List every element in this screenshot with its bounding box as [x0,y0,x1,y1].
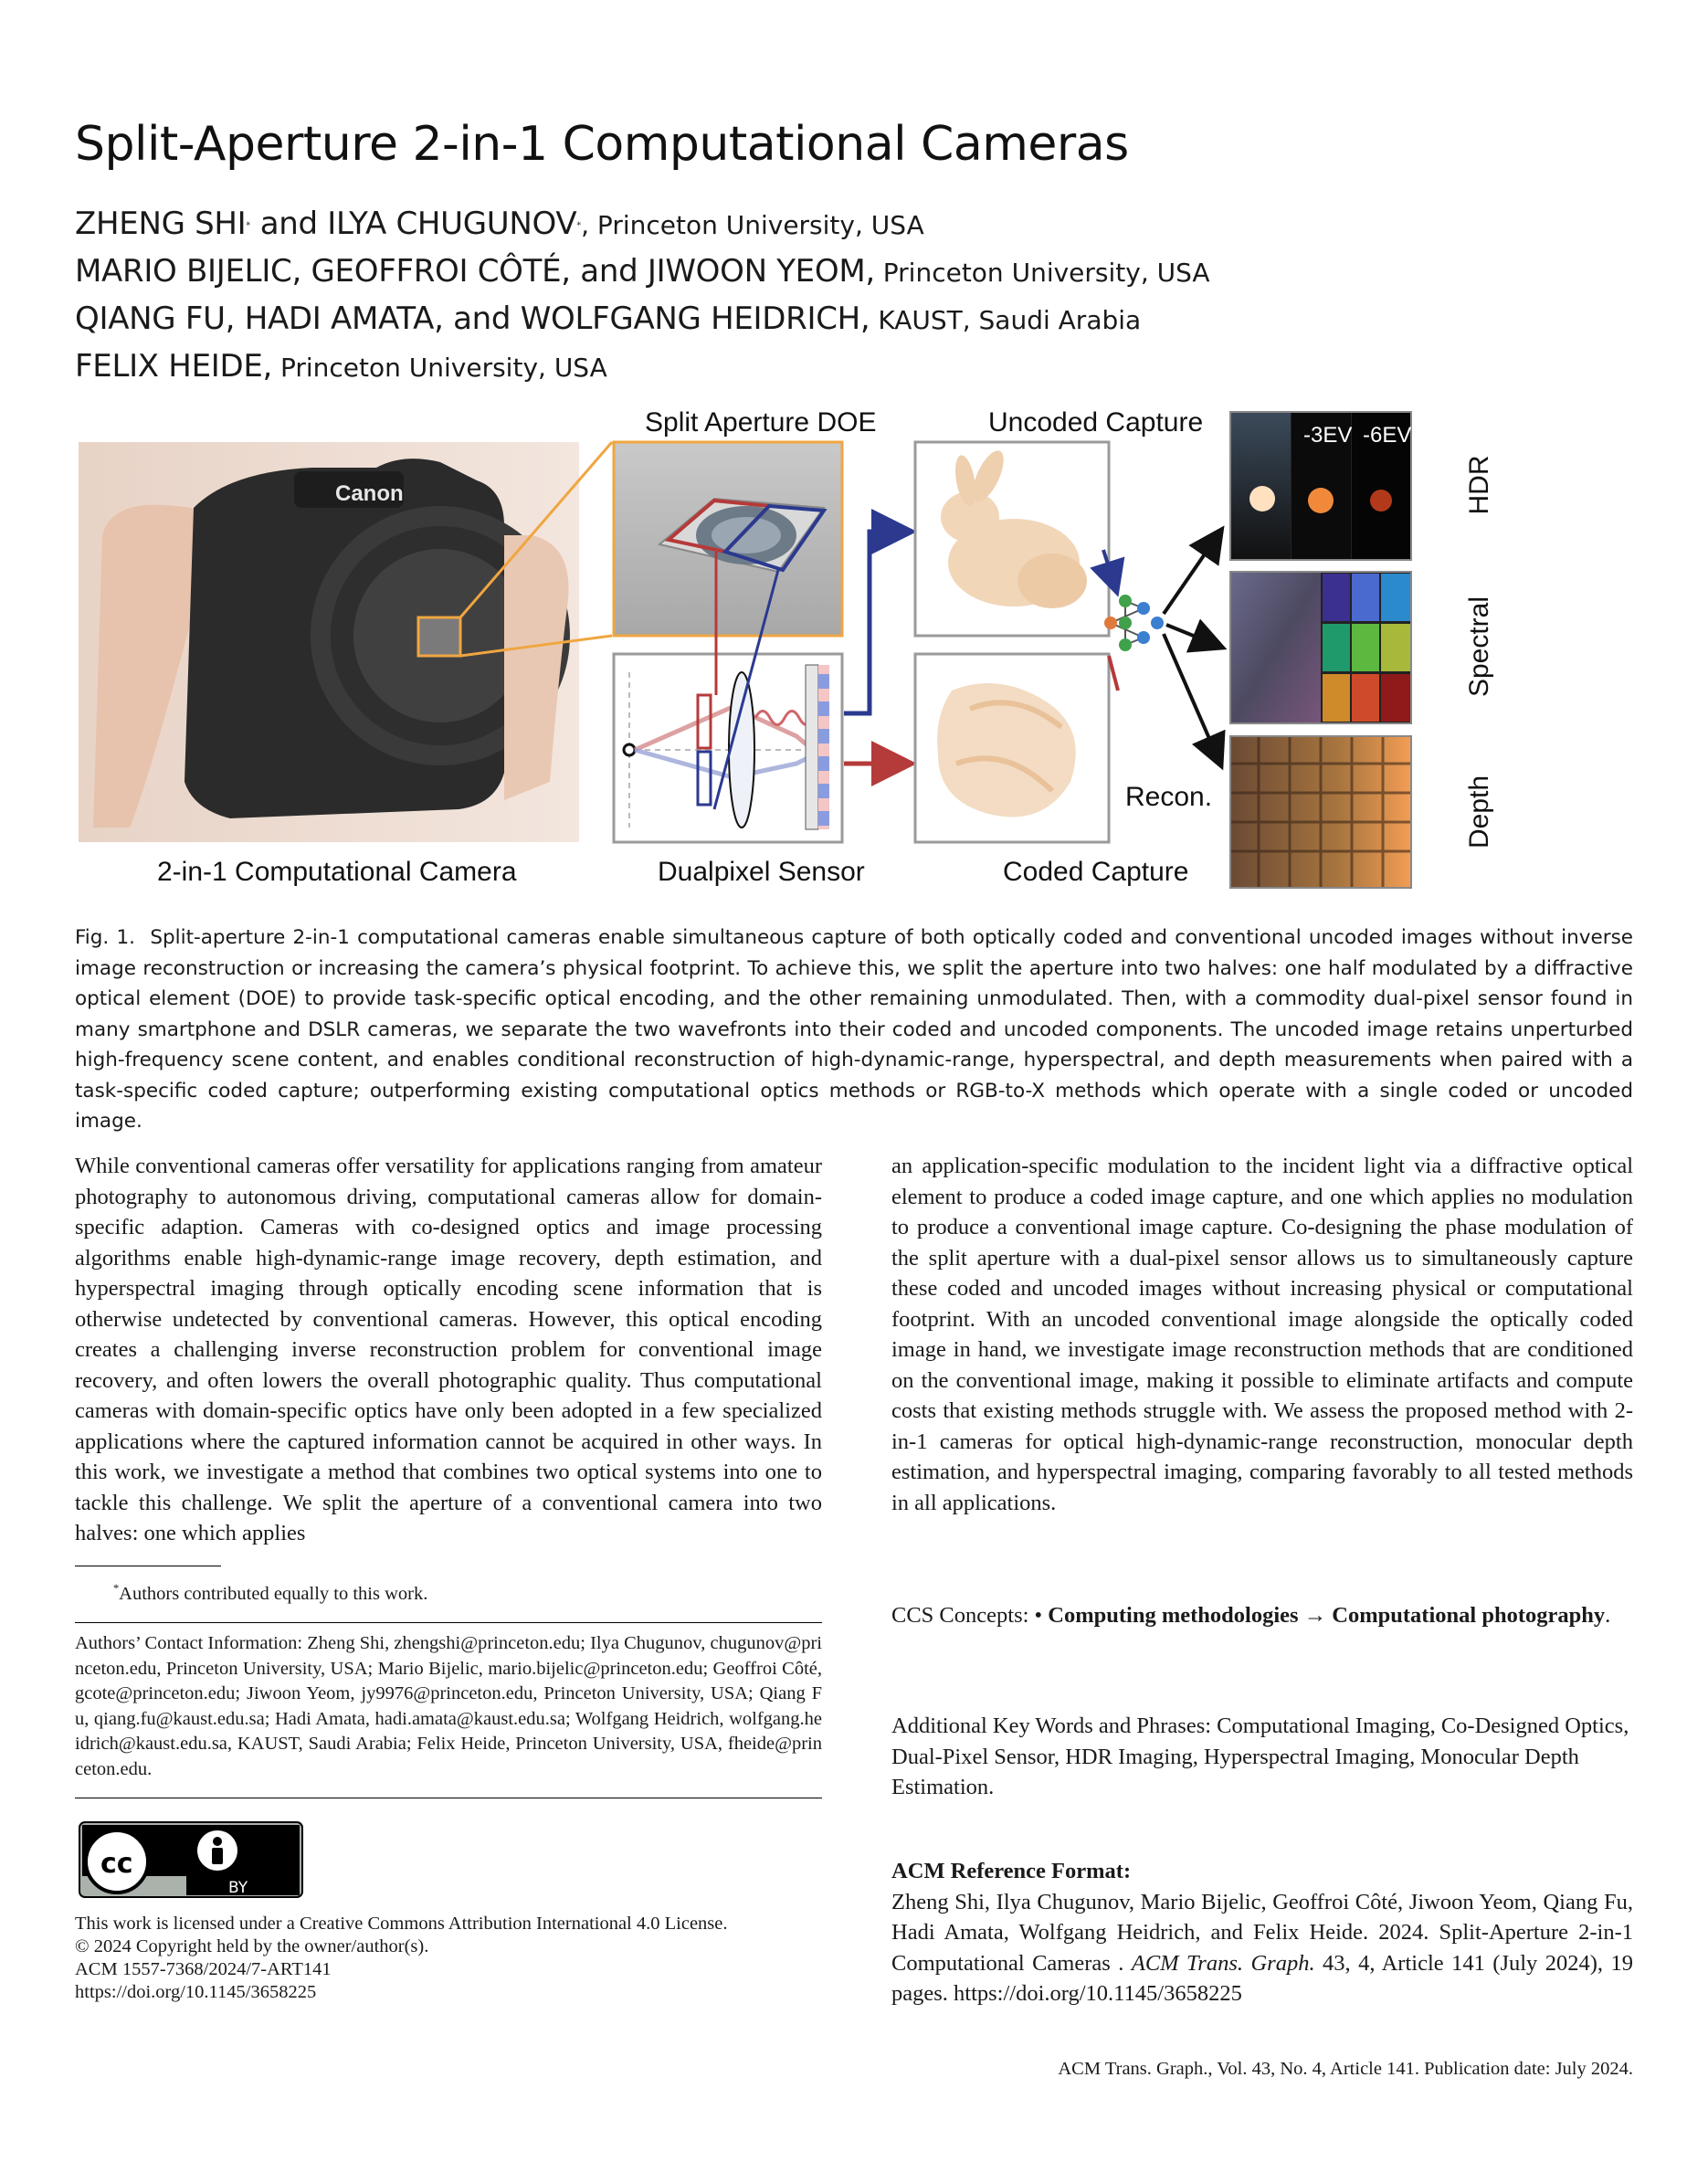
depth-output-image [1230,736,1411,888]
doe-photo [614,442,842,636]
body-text-right: an application-specific modulation to the incident light via a diffractive optical element to produce a coded image capture, and one which applies no modulation to produce a conventional image capture. Co-designing the phase modulation of the split aperture with a dual-pixel sensor allows us to simultaneously capture these coded and uncoded images without increasing physical or computational footprint. With an uncoded conventional image alongside the optically coded image in hand, we investigate image reconstruction methods that are conditioned on the conventional image, making it possible to eliminate artifacts and compute costs that existing methods struggle with. We assess the proposed method with 2-in-1 cameras for optical high-dynamic-range reconstruction, monocular depth estimation, and hyperspectral imaging, comparing favorably to all tested methods in all applications. [891,1154,1633,1515]
ccs-concept: Computing methodologies → Computational photography [1048,1603,1606,1628]
hdr-label-minus6ev: -6EV [1363,423,1412,448]
label-sensor: Dualpixel Sensor [658,857,865,887]
acm-ref-volume-doi: 43, 4, Article 141 (July 2024), 19 pages. https://doi.org/10.1145/3658225 [891,1950,1634,2006]
paper-title: Split-Aperture 2-in-1 Computational Cameras [75,117,1129,172]
hdr-label-minus3ev: -3EV [1303,423,1353,448]
acm-ref-citation [891,1887,1633,2009]
ccs-concepts [891,1600,1633,1631]
author-affiliation: , Princeton University, USA [581,210,924,240]
arrow-to-depth [1164,634,1220,764]
equal-contrib-mark: * [246,220,251,231]
author-affiliation: KAUST, Saudi Arabia [870,305,1142,335]
caption-text: Split-aperture 2-in-1 computational cameras enable simultaneous capture of both optically coded and conventional uncoded images without inverse image reconstruction or increasing the camera’s physical footprint. To achieve this, we split the aperture into two halves: one half modulated by a diffractive optical element (DOE) to provide task-specific optical encoding, and the other remaining unmodulated. Then, with a commodity dual-pixel sensor found in many smartphone and DSLR cameras, we separate the two wavefronts into their coded and uncoded components. The uncoded image retains unperturbed high-frequency scene content, and enables conditional reconstruction of high-dynamic-range, hyperspectral, and depth measurements when paired with a task-specific coded capture; outperforming existing computational optics methods or RGB-to-X methods which operate with a single coded or uncoded image. [75,926,1634,1133]
label-doe: Split Aperture DOE [645,407,877,438]
cc-icon-label: cc [100,1848,133,1880]
author-names: ZHENG SHI [75,206,247,242]
author-contact-info: Authors’ Contact Information: Zheng Shi, zhengshi@princeton.edu; Ilya Chugunov, chugunov@princeton.edu, Princeton University, USA; Mario Bijelic, mario.bijelic@princeton.edu; Geoffroi Côté, gcote@princeton.edu; Jiwoon Yeom, jy9976@princeton.edu, Princeton University, USA; Qiang Fu, qiang.fu@kaust.edu.sa; Hadi Amata, hadi.amata@kaust.edu.sa; Wolfgang Heidrich, wolfgang.heidrich@kaust.edu.sa, KAUST, Saudi Arabia; Felix Heide, Princeton University, USA, fheide@princeton.edu. [75,1633,822,1779]
author-names: QIANG FU, HADI AMATA, and WOLFGANG HEIDRICH, [75,301,870,337]
license-block [75,1913,822,2004]
author-line-3 [75,298,1210,345]
acm-ref-authors-title: Zheng Shi, Ilya Chugunov, Mario Bijelic, Geoffroi Côté, Jiwoon Yeom, Qiang Fu, Hadi Amata, Wolfgang Heidrich, and Felix Heide. 2024. Split-Aperture 2-in-1 Computational Cameras . [891,1889,1633,1976]
teaser-figure-graphic [75,398,1633,896]
uncoded-capture-image [915,442,1109,636]
footnote-text: Authors contributed equally to this work. [119,1583,428,1604]
camera-photo [79,442,579,842]
author-line-1 [75,203,1210,250]
license-statement: This work is licensed under a Creative Commons Attribution International 4.0 License. [75,1914,728,1934]
author-names: FELIX HEIDE, [75,348,273,385]
copyright-line: © 2024 Copyright held by the owner/author(s). [75,1936,429,1956]
label-spectral: Spectral [1464,596,1494,698]
acm-reference-format [891,1856,1633,2009]
running-footer: ACM Trans. Graph., Vol. 43, No. 4, Article 141. Publication date: July 2024. [1058,2059,1633,2079]
ccs-suffix: . [1605,1603,1611,1628]
label-camera: 2-in-1 Computational Camera [157,857,517,887]
acm-ref-journal: ACM Trans. Graph. [1131,1950,1315,1976]
footnote-mark: * [113,1582,120,1595]
author-affiliation: Princeton University, USA [874,258,1210,288]
coded-capture-image [915,654,1109,842]
figure-caption [75,923,1633,1137]
author-block [75,203,1210,393]
teaser-figure [75,398,1633,896]
author-affiliation: Princeton University, USA [272,353,607,383]
ccs-prefix: CCS Concepts: • [891,1603,1049,1628]
author-line-4 [75,345,1210,393]
label-depth: Depth [1464,775,1494,849]
arrow-to-uncoded [844,532,908,713]
label-hdr: HDR [1464,455,1494,515]
author-names: MARIO BIJELIC, GEOFFROI CÔTÉ, and JIWOON YEOM, [75,253,875,290]
label-uncoded: Uncoded Capture [988,407,1204,438]
equal-contrib-mark: * [576,220,582,231]
body-text-left: While conventional cameras offer versatility for applications ranging from amateur photography to autonomous driving, computational cameras allow for domain-specific adaption. Cameras with co-designed optics and image processing algorithms enable high-dynamic-range image recovery, depth estimation, and hyperspectral imaging through optically encoding scene information that is otherwise undetected by conventional cameras. However, this optical encoding creates a challenging inverse reconstruction problem for conventional image recovery, and often lowers the overall photographic quality. Thus computational cameras with domain-specific optics have only been adopted in a few specialized applications where the captured information cannot be acquired in other ways. In this work, we investigate a method that combines two optical systems into one to tackle this challenge. We split the aperture of a conventional camera into two halves: one which applies [75,1154,822,1545]
arrow-to-hdr [1164,532,1220,614]
by-label: BY [228,1879,248,1897]
contact-rule-top [75,1622,822,1623]
acm-article-id: ACM 1557-7368/2024/7-ART141 [75,1959,332,1979]
keywords: Additional Key Words and Phrases: Computational Imaging, Co-Designed Optics, Dual-Pixel Sensor, HDR Imaging, Hyperspectral Imaging, Monocular Depth Estimation. [891,1714,1629,1799]
acm-ref-heading: ACM Reference Format: [891,1859,1132,1883]
spectral-output-image [1230,572,1411,723]
arrow-to-spectral [1166,625,1220,647]
camera-brand-logo: Canon [335,481,404,506]
footnote [75,1576,822,1607]
doi-link[interactable]: https://doi.org/10.1145/3658225 [75,1982,317,2002]
neural-network-icon [1104,595,1164,651]
author-line-2 [75,250,1210,298]
label-coded: Coded Capture [1003,857,1189,887]
dualpixel-sensor-diagram [614,654,842,842]
author-conjunction: and [250,206,328,242]
author-names: ILYA CHUGUNOV [327,206,577,242]
caption-label: Fig. 1. [75,926,135,949]
cc-by-badge[interactable] [79,1821,303,1898]
label-recon: Recon. [1125,782,1213,812]
